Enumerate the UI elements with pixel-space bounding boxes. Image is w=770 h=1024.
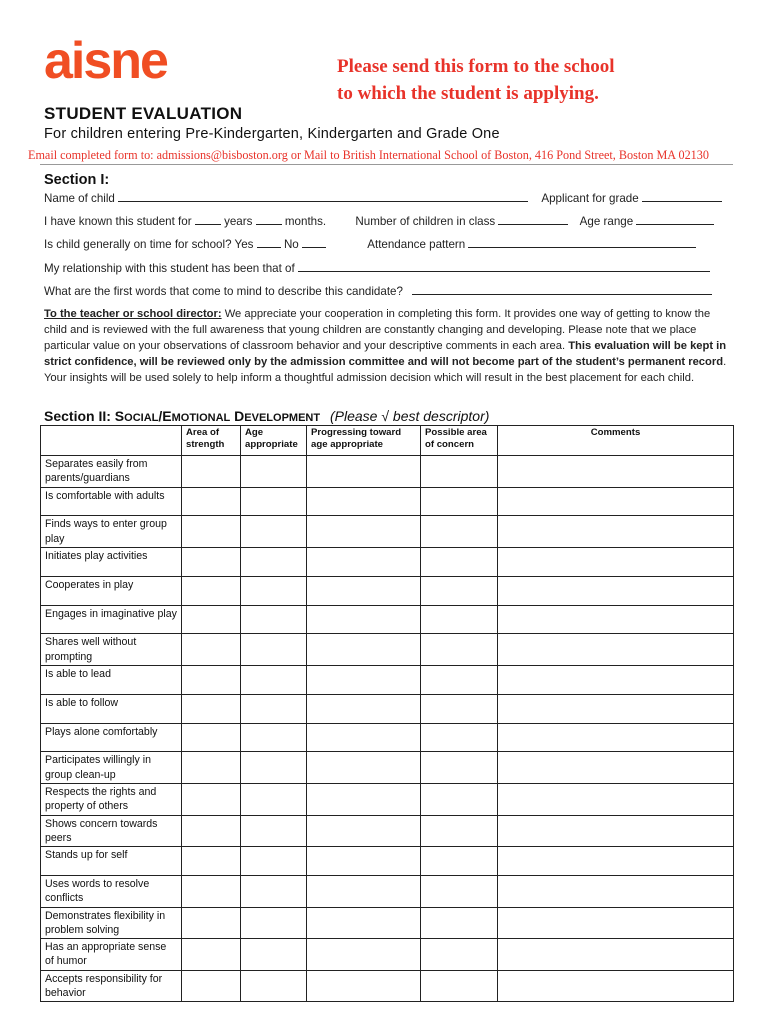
instructions-lead: To the teacher or school director:: [44, 308, 222, 320]
progressing-cell[interactable]: [307, 907, 421, 939]
progressing-cell[interactable]: [307, 456, 421, 488]
age-appropriate-cell[interactable]: [241, 783, 307, 815]
behavior-label: Shares well without prompting: [41, 634, 182, 666]
comments-cell[interactable]: [498, 516, 734, 548]
progressing-cell[interactable]: [307, 634, 421, 666]
strength-cell[interactable]: [182, 634, 241, 666]
behavior-label: Uses words to resolve conflicts: [41, 875, 182, 907]
strength-cell[interactable]: [182, 516, 241, 548]
title-rest-motional: MOTIONAL: [171, 412, 231, 424]
instructions-paragraph: [44, 306, 734, 386]
progressing-cell[interactable]: [307, 815, 421, 847]
behavior-label: Is able to lead: [41, 665, 182, 694]
notice-line-1: Please send this form to the school: [337, 56, 615, 77]
progressing-cell[interactable]: [307, 516, 421, 548]
table-row: [41, 875, 734, 907]
strength-cell[interactable]: [182, 939, 241, 971]
strength-cell[interactable]: [182, 456, 241, 488]
relationship-label: My relationship with this student has been that of: [44, 262, 295, 275]
years-label: years: [224, 215, 253, 228]
months-field[interactable]: [256, 214, 282, 225]
age-appropriate-cell[interactable]: [241, 665, 307, 694]
comments-cell[interactable]: [498, 970, 734, 1002]
ontime-label: Is child generally on time for school?: [44, 238, 232, 251]
behavior-label: Engages in imaginative play: [41, 605, 182, 634]
comments-cell[interactable]: [498, 723, 734, 752]
attendance-label: Attendance pattern: [367, 238, 466, 251]
age-range-label: Age range: [579, 215, 634, 228]
strength-cell[interactable]: [182, 875, 241, 907]
progressing-cell[interactable]: [307, 605, 421, 634]
concern-cell[interactable]: [421, 723, 498, 752]
strength-cell[interactable]: [182, 847, 241, 876]
table-row: [41, 752, 734, 784]
comments-cell[interactable]: [498, 815, 734, 847]
instructions-text-1: We appreciate your cooperation in completing this form. It provides one way of getting to know the child and is reviewed with the full awareness that young children are constantly changing and developing. Please note that we place particular value on your observations of classroom behavior and your descriptive comments in each area.: [44, 308, 711, 352]
class-size-label: Number of children in class: [355, 215, 496, 228]
behavior-label: Has an appropriate sense of humor: [41, 939, 182, 971]
progressing-cell[interactable]: [307, 665, 421, 694]
age-appropriate-cell[interactable]: [241, 939, 307, 971]
age-appropriate-cell[interactable]: [241, 875, 307, 907]
age-appropriate-cell[interactable]: [241, 487, 307, 516]
progressing-cell[interactable]: [307, 752, 421, 784]
title-slash: /: [158, 408, 163, 424]
section-2-heading: [44, 408, 489, 424]
strength-cell[interactable]: [182, 752, 241, 784]
table-row: [41, 694, 734, 723]
relationship-row: [44, 261, 710, 275]
table-row: [41, 516, 734, 548]
behavior-label: Plays alone comfortably: [41, 723, 182, 752]
behavior-label: Demonstrates flexibility in problem solving: [41, 907, 182, 939]
strength-cell[interactable]: [182, 605, 241, 634]
table-row: [41, 487, 734, 516]
relationship-field[interactable]: [298, 261, 710, 272]
concern-cell[interactable]: [421, 547, 498, 576]
table-row: [41, 634, 734, 666]
comments-cell[interactable]: [498, 783, 734, 815]
concern-cell[interactable]: [421, 456, 498, 488]
behavior-label: Is able to follow: [41, 694, 182, 723]
age-range-field[interactable]: [636, 214, 714, 225]
comments-cell[interactable]: [498, 487, 734, 516]
behavior-label: Initiates play activities: [41, 547, 182, 576]
section-1-heading: Section I:: [44, 172, 110, 188]
comments-cell[interactable]: [498, 875, 734, 907]
age-appropriate-cell[interactable]: [241, 605, 307, 634]
strength-cell[interactable]: [182, 815, 241, 847]
notice-line-2: to which the student is applying.: [337, 83, 599, 104]
progressing-cell[interactable]: [307, 723, 421, 752]
progressing-cell[interactable]: [307, 847, 421, 876]
name-label: Name of child: [44, 192, 115, 205]
behavior-label: Separates easily from parents/guardians: [41, 456, 182, 488]
strength-cell[interactable]: [182, 723, 241, 752]
progressing-cell[interactable]: [307, 694, 421, 723]
age-appropriate-cell[interactable]: [241, 694, 307, 723]
class-size-field[interactable]: [498, 214, 568, 225]
title-cap-d: D: [234, 408, 245, 424]
age-appropriate-cell[interactable]: [241, 516, 307, 548]
concern-cell[interactable]: [421, 970, 498, 1002]
behavior-label: Stands up for self: [41, 847, 182, 876]
progressing-cell[interactable]: [307, 970, 421, 1002]
behavior-column-header: [41, 426, 182, 456]
behavior-label: Respects the rights and property of others: [41, 783, 182, 815]
evaluation-table: [40, 425, 734, 1002]
age-appropriate-cell[interactable]: [241, 907, 307, 939]
form-subtitle: For children entering Pre-Kindergarten, Kindergarten and Grade One: [44, 126, 500, 142]
progressing-cell[interactable]: [307, 547, 421, 576]
comments-cell[interactable]: [498, 847, 734, 876]
table-row: [41, 605, 734, 634]
progressing-cell[interactable]: [307, 487, 421, 516]
concern-cell[interactable]: [421, 634, 498, 666]
yes-label: Yes: [234, 238, 254, 251]
age-appropriate-cell[interactable]: [241, 815, 307, 847]
comments-cell[interactable]: [498, 456, 734, 488]
comments-cell[interactable]: [498, 605, 734, 634]
age-appropriate-cell[interactable]: [241, 970, 307, 1002]
table-row: [41, 907, 734, 939]
table-row: [41, 847, 734, 876]
first-words-field[interactable]: [412, 284, 712, 295]
table-row: [41, 456, 734, 488]
behavior-label: Accepts responsibility for behavior: [41, 970, 182, 1002]
behavior-label: Cooperates in play: [41, 576, 182, 605]
table-row: [41, 970, 734, 1002]
comments-cell[interactable]: [498, 907, 734, 939]
concern-cell[interactable]: [421, 487, 498, 516]
confidentiality-statement: This evaluation will be kept in strict confidence, will be reviewed only by the admission committee and will not become part of the student’s permanent record: [44, 340, 727, 368]
strength-column-header: Area of strength: [182, 426, 241, 456]
table-row: [41, 815, 734, 847]
age-appropriate-cell[interactable]: [241, 723, 307, 752]
table-row: [41, 547, 734, 576]
age-appropriate-cell[interactable]: [241, 847, 307, 876]
age-appropriate-column-header: Age appropriate: [241, 426, 307, 456]
aisne-logo: [44, 32, 192, 90]
strength-cell[interactable]: [182, 907, 241, 939]
ontime-row: [44, 237, 696, 251]
title-cap-s: S: [114, 408, 125, 424]
name-row: [44, 191, 722, 205]
table-row: [41, 665, 734, 694]
known-label: I have known this student for: [44, 215, 192, 228]
title-rest-evelopment: EVELOPMENT: [244, 412, 321, 424]
progressing-cell[interactable]: [307, 576, 421, 605]
no-label: No: [283, 238, 299, 251]
known-row: [44, 214, 714, 228]
concern-cell[interactable]: [421, 516, 498, 548]
strength-cell[interactable]: [182, 547, 241, 576]
concern-cell[interactable]: [421, 605, 498, 634]
age-appropriate-cell[interactable]: [241, 456, 307, 488]
concern-column-header: Possible area of concern: [421, 426, 498, 456]
concern-cell[interactable]: [421, 939, 498, 971]
table-body: [41, 456, 734, 1002]
form-title: STUDENT EVALUATION: [44, 104, 243, 123]
table-header-row: [41, 426, 734, 456]
attendance-field[interactable]: [468, 237, 696, 248]
comments-cell[interactable]: [498, 634, 734, 666]
concern-cell[interactable]: [421, 815, 498, 847]
strength-cell[interactable]: [182, 487, 241, 516]
age-appropriate-cell[interactable]: [241, 634, 307, 666]
yes-field[interactable]: [257, 237, 281, 248]
section-2-title: [115, 408, 320, 424]
progressing-cell[interactable]: [307, 783, 421, 815]
send-notice: [337, 53, 757, 107]
progressing-cell[interactable]: [307, 875, 421, 907]
concern-cell[interactable]: [421, 694, 498, 723]
instructions-text-2: . Your insights will be used solely to help inform a thoughtful admission decision which will result in the best placement for each child.: [44, 356, 727, 384]
title-cap-e: E: [162, 408, 172, 424]
behavior-label: Finds ways to enter group play: [41, 516, 182, 548]
comments-cell[interactable]: [498, 694, 734, 723]
strength-cell[interactable]: [182, 665, 241, 694]
logo-text: aisne: [44, 32, 167, 90]
comments-cell[interactable]: [498, 752, 734, 784]
strength-cell[interactable]: [182, 576, 241, 605]
years-field[interactable]: [195, 214, 221, 225]
behavior-label: Participates willingly in group clean-up: [41, 752, 182, 784]
table-row: [41, 783, 734, 815]
strength-cell[interactable]: [182, 783, 241, 815]
no-field[interactable]: [302, 237, 326, 248]
comments-cell[interactable]: [498, 576, 734, 605]
age-appropriate-cell[interactable]: [241, 752, 307, 784]
behavior-label: Shows concern towards peers: [41, 815, 182, 847]
table-row: [41, 939, 734, 971]
behavior-label: Is comfortable with adults: [41, 487, 182, 516]
grade-field[interactable]: [642, 191, 722, 202]
concern-cell[interactable]: [421, 907, 498, 939]
progressing-column-header: Progressing toward age appropriate: [307, 426, 421, 456]
first-words-label: What are the first words that come to mind to describe this candidate?: [44, 285, 403, 298]
name-field[interactable]: [118, 191, 528, 202]
months-label: months.: [284, 215, 327, 228]
age-appropriate-cell[interactable]: [241, 576, 307, 605]
section-2-hint: (Please √ best descriptor): [329, 408, 490, 424]
progressing-cell[interactable]: [307, 939, 421, 971]
table-row: [41, 723, 734, 752]
title-rest-ocial: OCIAL: [124, 412, 159, 424]
comments-cell[interactable]: [498, 547, 734, 576]
age-appropriate-cell[interactable]: [241, 547, 307, 576]
first-words-row: [44, 284, 712, 298]
concern-cell[interactable]: [421, 665, 498, 694]
concern-cell[interactable]: [421, 847, 498, 876]
divider: [40, 164, 733, 165]
concern-cell[interactable]: [421, 875, 498, 907]
comments-column-header: Comments: [498, 426, 734, 456]
table-row: [41, 576, 734, 605]
concern-cell[interactable]: [421, 752, 498, 784]
grade-label: Applicant for grade: [541, 192, 639, 205]
strength-cell[interactable]: [182, 694, 241, 723]
concern-cell[interactable]: [421, 576, 498, 605]
concern-cell[interactable]: [421, 783, 498, 815]
section-2-prefix: Section II:: [44, 408, 111, 424]
strength-cell[interactable]: [182, 970, 241, 1002]
email-instructions: Email completed form to: admissions@bisboston.org or Mail to British International School of Boston, 416 Pond Street, Boston MA 02130: [28, 148, 709, 162]
comments-cell[interactable]: [498, 665, 734, 694]
comments-cell[interactable]: [498, 939, 734, 971]
